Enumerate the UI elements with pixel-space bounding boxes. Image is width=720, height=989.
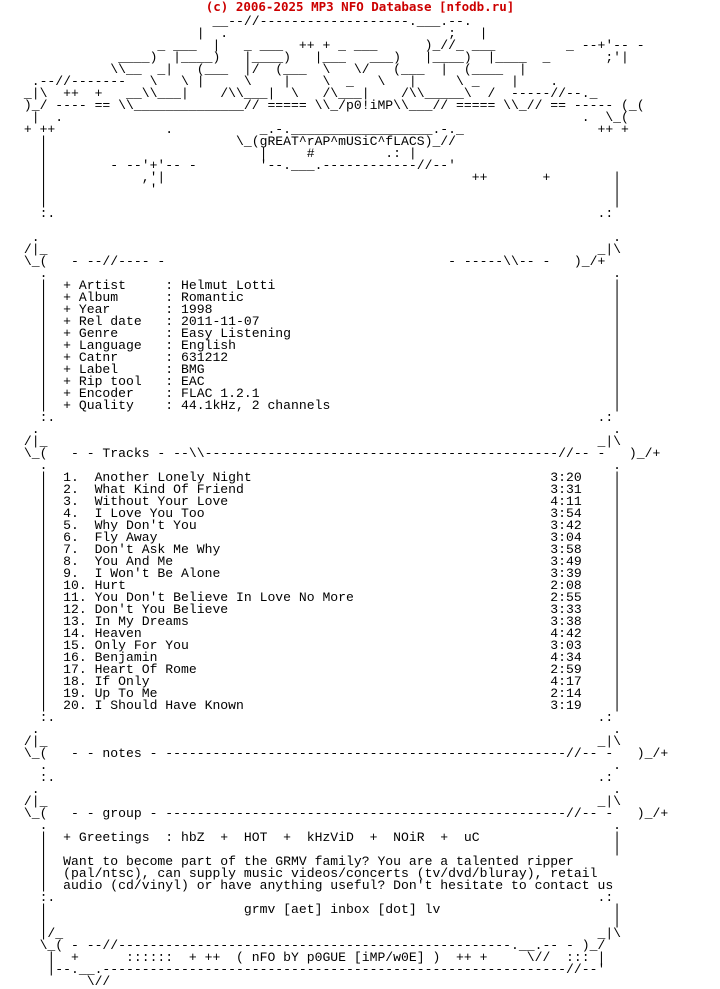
nfo-line: | 16. Benjamin 4:34 |	[16, 650, 622, 665]
nfo-line: | 6. Fly Away 3:04 |	[16, 530, 622, 545]
nfo-line: _|\ ++ + __\\___| /\\___| \ /\___| /\\_____\ / -----//--._	[16, 86, 598, 101]
nfo-line: :. .:	[16, 770, 614, 785]
nfo-line: |--.__.-----------------------------------------------------------//--'	[16, 962, 606, 977]
nfo-line: | + Catnr : 631212 |	[16, 350, 622, 365]
nfo-line: | 11. You Don't Believe In Love No More 2:55 |	[16, 590, 622, 605]
nfo-line: |/_ _|\	[16, 926, 622, 941]
nfo-line: )_/ ---- == \\______________// ===== \\_/p0!iMP\\___// ===== \\_// == ----- (_(	[16, 98, 645, 113]
nfo-line: :. .:	[16, 410, 614, 425]
nfo-line: | 8. You And Me 3:49 |	[16, 554, 622, 569]
nfo-line: \_( - - group - ---------------------------------------------------//-- - )_/+	[16, 806, 669, 821]
nfo-line: | 4. I Love You Too 3:54 |	[16, 506, 622, 521]
nfo-line: . .	[16, 758, 622, 773]
nfo-line: __--//-------------------.___.--.	[16, 14, 472, 29]
nfo-line: | - --'+'-- - '--.___.------------//--'	[16, 158, 457, 173]
nfo-line: | 18. If Only 4:17 |	[16, 674, 622, 689]
nfo-line: | + Artist : Helmut Lotti |	[16, 278, 622, 293]
nfo-line: | |	[16, 842, 622, 857]
nfo-line: | 2. What Kind Of Friend 3:31 |	[16, 482, 622, 497]
nfo-ascii-document	[16, 16, 668, 988]
nfo-line: | + Rip tool : EAC |	[16, 374, 622, 389]
nfo-line: | 12. Don't You Believe 3:33 |	[16, 602, 622, 617]
nfo-line: | 15. Only For You 3:03 |	[16, 638, 622, 653]
nfo-line: | 10. Hurt 2:08 |	[16, 578, 622, 593]
nfo-line: . .	[16, 266, 622, 281]
nfo-line: | |	[16, 914, 622, 929]
nfo-line: | + Quality : 44.1kHz, 2 channels |	[16, 398, 622, 413]
nfo-line: .--//------- \ \ | \ | \ _ \ | \ _ | .	[16, 74, 559, 89]
nfo-line: | + Greetings : hbZ + HOT + kHzViD + NOiR + uC |	[16, 830, 622, 845]
nfo-line: | |	[16, 194, 622, 209]
nfo-line: :. .:	[16, 206, 614, 221]
nfo-line: /|_ _|\	[16, 734, 622, 749]
nfo-line: . .	[16, 422, 622, 437]
site-header-credit: (c) 2006-2025 MP3 NFO Database [nfodb.ru]	[205, 0, 515, 14]
nfo-line: | 1. Another Lonely Night 3:20 |	[16, 470, 622, 485]
nfo-line: | 20. I Should Have Known 3:19 |	[16, 698, 622, 713]
nfo-line: . .	[16, 230, 622, 245]
nfo-line: . .	[16, 818, 622, 833]
nfo-line: | . . \_(	[16, 110, 629, 125]
nfo-line: | | # .: |	[16, 146, 417, 161]
nfo-line: | 13. In My Dreams 3:38 |	[16, 614, 622, 629]
nfo-line: \_( - --//---- - - -----\\-- - )_/+	[16, 254, 606, 269]
nfo-line: | grmv [aet] inbox [dot] lv |	[16, 902, 622, 917]
nfo-line: + ++ . _.-.__________________.-._ ++ +	[16, 122, 629, 137]
nfo-line: | + Album : Romantic |	[16, 290, 622, 305]
nfo-line: \_( - - Tracks - --\\---------------------------------------------//-- - )_/+	[16, 446, 661, 461]
nfo-line: :. .:	[16, 890, 614, 905]
nfo-line: | + :::::: + ++ ( nFO bY p0GUE [iMP/w0E] ) ++ + \// ::: |	[16, 950, 606, 965]
nfo-line: | (pal/ntsc), can supply music videos/concerts (tv/dvd/bluray), retail	[16, 866, 598, 881]
nfo-line: /|_ _|\	[16, 434, 622, 449]
nfo-line: | audio (cd/vinyl) or have anything useful? Don't hesitate to contact us	[16, 878, 614, 893]
nfo-line: | 19. Up To Me 2:14 |	[16, 686, 622, 701]
nfo-line: | ,'| ++ + |	[16, 170, 622, 185]
nfo-line: | 17. Heart Of Rome 2:59 |	[16, 662, 622, 677]
nfo-line: | + Genre : Easy Listening |	[16, 326, 622, 341]
nfo-line: | . ; |	[16, 26, 488, 41]
nfo-line: | + Rel date : 2011-11-07 |	[16, 314, 622, 329]
nfo-line: | 14. Heaven 4:42 |	[16, 626, 622, 641]
nfo-line: | + Year : 1998 |	[16, 302, 622, 317]
nfo-line: \\__ _| (___ |/ (___ \ \/ (___ | (____ |	[16, 62, 527, 77]
nfo-line: | + Encoder : FLAC 1.2.1 |	[16, 386, 622, 401]
nfo-line: . .	[16, 722, 622, 737]
nfo-line: _ ___ | _ ___ ++ + _ ___ )_//_ ___ _ --+'-- -	[16, 38, 645, 53]
nfo-line: | 3. Without Your Love 4:11 |	[16, 494, 622, 509]
nfo-line: /|_ _|\	[16, 794, 622, 809]
nfo-line: \_( - - notes - ---------------------------------------------------//-- - )_/+	[16, 746, 669, 761]
nfo-line: \//	[16, 974, 111, 989]
nfo-line: | Want to become part of the GRMV family? You are a talented ripper	[16, 854, 574, 869]
nfo-line: | + Label : BMG |	[16, 362, 622, 377]
nfo-line: | \_(gREAT^rAP^mUSiC^fLACS)_//	[16, 134, 457, 149]
nfo-line: :. .:	[16, 710, 614, 725]
nfo-line: | 5. Why Don't You 3:42 |	[16, 518, 622, 533]
nfo-line: ____) |____) |____) |___ ___) |____) |____ _ ;'|	[16, 50, 629, 65]
nfo-line: | ' |	[16, 182, 622, 197]
nfo-line: . .	[16, 458, 622, 473]
nfo-line: | 9. I Won't Be Alone 3:39 |	[16, 566, 622, 581]
nfo-line: . .	[16, 782, 622, 797]
nfo-line: | + Language : English |	[16, 338, 622, 353]
nfo-line: \_( - --//--------------------------------------------------.__.-- - )_/	[16, 938, 606, 953]
nfo-line: | 7. Don't Ask Me Why 3:58 |	[16, 542, 622, 557]
nfo-line: /|_ _|\	[16, 242, 622, 257]
